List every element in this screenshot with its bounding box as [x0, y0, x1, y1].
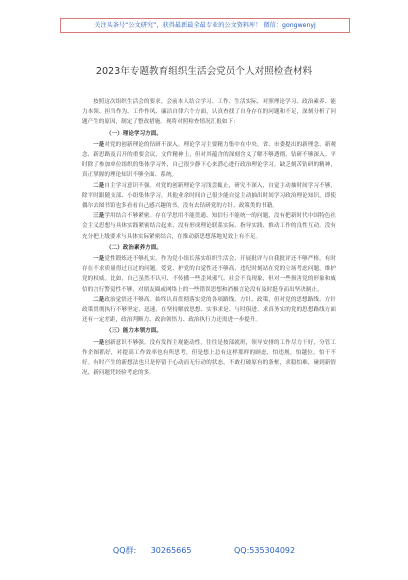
paragraph: [82, 254, 336, 295]
document-body: [82, 97, 336, 378]
paragraph-text: 学用结合不够紧密。存在学思用不能贯通、知信行不能统一的问题，没有把新时代中国特色社会主义思想与具体实践紧密结合起来，没有形成理论联系实际、指导实践、推动工作的良性互动。没有充分把上级要求与具体实际紧密结合，在推动新思想落地见效上有不足。: [82, 213, 336, 240]
section-heading: （二）政治素养方面。: [106, 244, 162, 251]
paragraph-lead: 二是: [93, 182, 105, 189]
paragraph: [82, 338, 336, 379]
footer-contact: [0, 545, 408, 556]
paragraph: [82, 140, 336, 181]
paragraph-text: 对党的创新理论的钻研不深入。理论学习主要精力集中在中央、省、市委提出的新理念、新观念、新思路及召开的重要会议、文件精神上，但对其蕴含的深刻含义了解不够透彻，钻研不够深入。平时除了参加单位组织的集体学习外，自己很少静下心来潜心进行政治理论学习，缺乏刻苦钻研的精神，真正掌握的理论知识不够全面、系统。: [82, 141, 336, 179]
footer-qq-group: QQ群: 30265665: [112, 546, 192, 555]
paragraph-text: 自主学习意识不强。对党的创新理论学习浅尝辄止，研究不深入，自觉主动抽时间学习不够，除平时跟随支部、小组集体学习，其他业余时间自己很少能自觉主动抽出时间学习政治理论知识，即使偶尔去图书馆也多看看自己感兴趣的书，没有去钻研党的方针、政策类的书籍。: [82, 182, 336, 210]
footer-qq: QQ:535304092: [234, 546, 296, 555]
intro-paragraph: 按照这次组织生活会的要求，会前本人结合学习、工作、生活实际，对照理论学习、政治素养、能力本领、担当作为、工作作风、廉洁自律六个方面，认真查找了自身存在的问题和不足，深刻分析了问题产生的原因，制定了整改措施。现将对照检查情况汇报如下：: [82, 99, 336, 126]
paragraph-text: 创新意识不够强。没有发挥主观能动性，往往是按部就班，领导安排的工作尽力干好，分管工作企图抓好，对提高工作效率也有所思考，但是想上总有这样那样的顾虑，怕违规，怕越位，怕干不好。有时产生的新想法也只是停留于心动而无行动的状态，不敢打破原有的条框，求稳怕难，碰到新情况、新问题凭经验考虑的多。: [82, 339, 336, 377]
paragraph: [82, 211, 336, 242]
paragraph-lead: 一是: [93, 141, 105, 148]
section-heading: （三）能力本领方面。: [106, 328, 162, 335]
paragraph-lead: 一是: [93, 256, 105, 263]
paragraph-lead: 三是: [93, 213, 105, 220]
paragraph: [82, 181, 336, 212]
paragraph: [82, 295, 336, 326]
section-heading: （一）理论学习方面。: [106, 130, 162, 137]
paragraph-text: 党性锻炼还不够扎实。作为党小组长落实组织生活会、开展批评与自我批评还不够严格，有时存在不求质量得过且过的问题。爱党、护党的自觉性还不够高，违纪时刻站在党的立场考虑问题，维护党的权威。比如，自己虽然不认可、不传播一些歪风邪气、社会不良现象，但对一些损害党的形象和威信的言行警觉性不够，对朋友圈或网络上的一些错误思想和消极言论没有及时挺身而出坚决制止。: [82, 256, 336, 293]
paragraph-text: 政治觉悟还不够高。始终认真贯彻落实党的各项路线、方针、政策，但对党的思想路线、方针政策贯彻执行不够坚定、迅速，在坚持解放思想、实事求是、与时俱进、求真务实的党的思想路线方面还有一定差距，政治判断力、政治领悟力、政治执行力还需进一步提升。: [82, 296, 336, 324]
paragraph-lead: 二是: [93, 296, 105, 303]
paragraph-lead: 一是: [93, 339, 105, 346]
header-banner: 关注头条号“公文研究”，获得最新最全最专业的公文资料库！ 微信：gongwenyj: [60, 18, 350, 33]
document-title: 2023年专题教育组织生活会党员个人对照检查材料: [95, 66, 313, 77]
